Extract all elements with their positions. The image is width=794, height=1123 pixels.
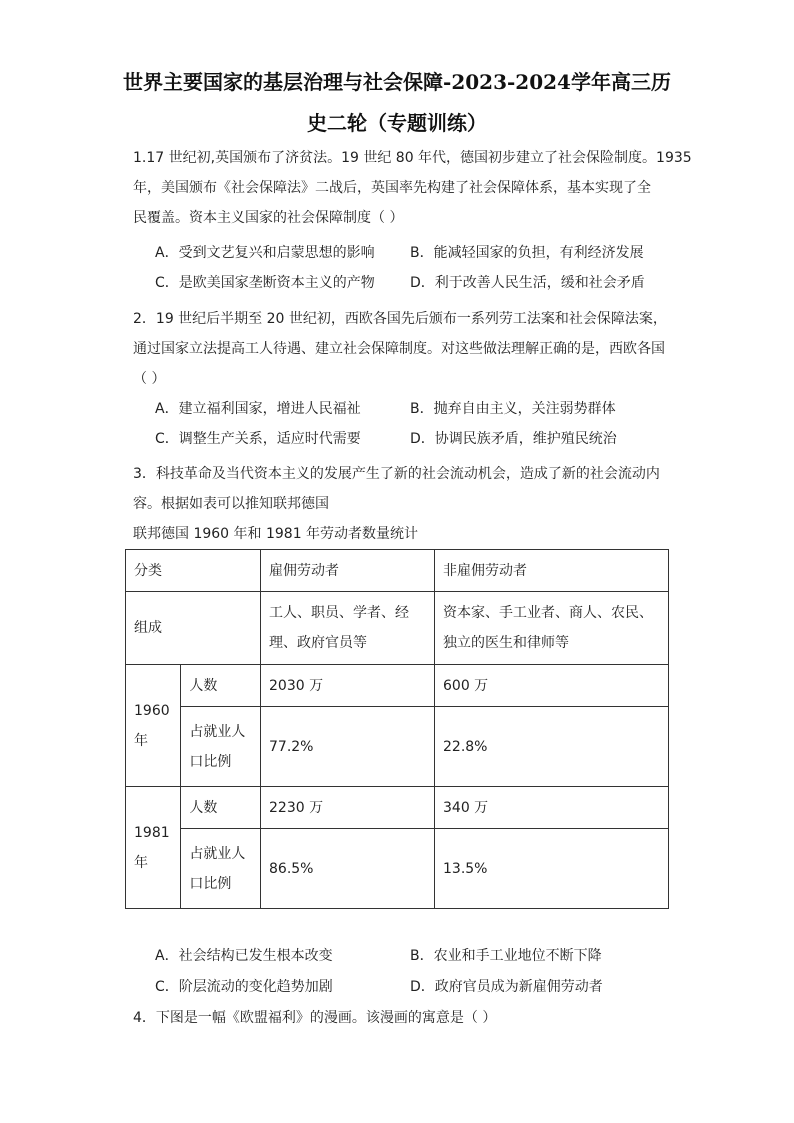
table-row	[126, 829, 669, 909]
count-label-1960: 人数	[181, 665, 261, 707]
table-header-row	[126, 550, 669, 592]
q2-option-a: A．建立福利国家，增进人民福祉	[155, 401, 361, 417]
composition-employed: 工人、职员、学者、经理、政府官员等	[261, 592, 435, 665]
header-employed: 雇佣劳动者	[261, 550, 435, 592]
header-category: 分类	[126, 550, 261, 592]
ratio-employed-1960: 77.2%	[261, 707, 435, 787]
q3-stem-line-1: 3．科技革命及当代资本主义的发展产生了新的社会流动机会，造成了新的社会流动内	[133, 466, 660, 482]
q1-stem-line-2: 年，美国颁布《社会保障法》二战后，英国率先构建了社会保障体系，基本实现了全	[133, 180, 651, 196]
q3-option-b: B．农业和手工业地位不断下降	[410, 948, 602, 964]
q3-stem-line-2: 容。根据如表可以推知联邦德国	[133, 496, 329, 512]
q2-option-c: C．调整生产关系，适应时代需要	[155, 431, 361, 447]
q3-option-c: C．阶层流动的变化趋势加剧	[155, 979, 333, 995]
labor-statistics-table	[125, 549, 669, 909]
count-non-employed-1981: 340 万	[435, 787, 669, 829]
year-1981-label: 1981 年	[126, 787, 181, 909]
table-row	[126, 787, 669, 829]
table-row-composition	[126, 592, 669, 665]
q1-stem-line-3: 民覆盖。资本主义国家的社会保障制度（ ）	[133, 210, 404, 226]
q4-stem-line-1: 4．下图是一幅《欧盟福利》的漫画。该漫画的寓意是（ ）	[133, 1010, 497, 1026]
page-title-line-1: 世界主要国家的基层治理与社会保障-2023-2024学年高三历	[123, 70, 671, 94]
table-row	[126, 665, 669, 707]
header-non-employed: 非雇佣劳动者	[435, 550, 669, 592]
ratio-employed-1981: 86.5%	[261, 829, 435, 909]
ratio-label-1981: 占就业人口比例	[181, 829, 261, 909]
q3-option-d: D．政府官员成为新雇佣劳动者	[410, 979, 603, 995]
composition-label: 组成	[126, 592, 261, 665]
count-label-1981: 人数	[181, 787, 261, 829]
q1-option-d: D．利于改善人民生活，缓和社会矛盾	[410, 275, 645, 291]
q2-stem-line-3: （ ）	[133, 371, 166, 387]
table-caption: 联邦德国 1960 年和 1981 年劳动者数量统计	[133, 526, 419, 542]
q1-stem-line-1: 1.17 世纪初,英国颁布了济贫法。19 世纪 80 年代，德国初步建立了社会保险制度。1935	[133, 150, 692, 166]
count-employed-1960: 2030 万	[261, 665, 435, 707]
ratio-non-employed-1960: 22.8%	[435, 707, 669, 787]
q1-option-c: C．是欧美国家垄断资本主义的产物	[155, 275, 375, 291]
q2-option-b: B．抛弃自由主义，关注弱势群体	[410, 401, 616, 417]
q3-option-a: A．社会结构已发生根本改变	[155, 948, 333, 964]
count-non-employed-1960: 600 万	[435, 665, 669, 707]
year-1960-label: 1960 年	[126, 665, 181, 787]
q1-option-b: B．能减轻国家的负担，有利经济发展	[410, 245, 644, 261]
q1-option-a: A．受到文艺复兴和启蒙思想的影响	[155, 245, 375, 261]
ratio-non-employed-1981: 13.5%	[435, 829, 669, 909]
composition-non-employed: 资本家、手工业者、商人、农民、独立的医生和律师等	[435, 592, 669, 665]
table-row	[126, 707, 669, 787]
count-employed-1981: 2230 万	[261, 787, 435, 829]
ratio-label-1960: 占就业人口比例	[181, 707, 261, 787]
q2-stem-line-1: 2．19 世纪后半期至 20 世纪初，西欧各国先后颁布一系列劳工法案和社会保障法案，	[133, 311, 667, 327]
q2-option-d: D．协调民族矛盾，维护殖民统治	[410, 431, 617, 447]
page-title-line-2: 史二轮（专题训练）	[307, 111, 487, 135]
q2-stem-line-2: 通过国家立法提高工人待遇、建立社会保障制度。对这些做法理解正确的是，西欧各国	[133, 341, 665, 357]
